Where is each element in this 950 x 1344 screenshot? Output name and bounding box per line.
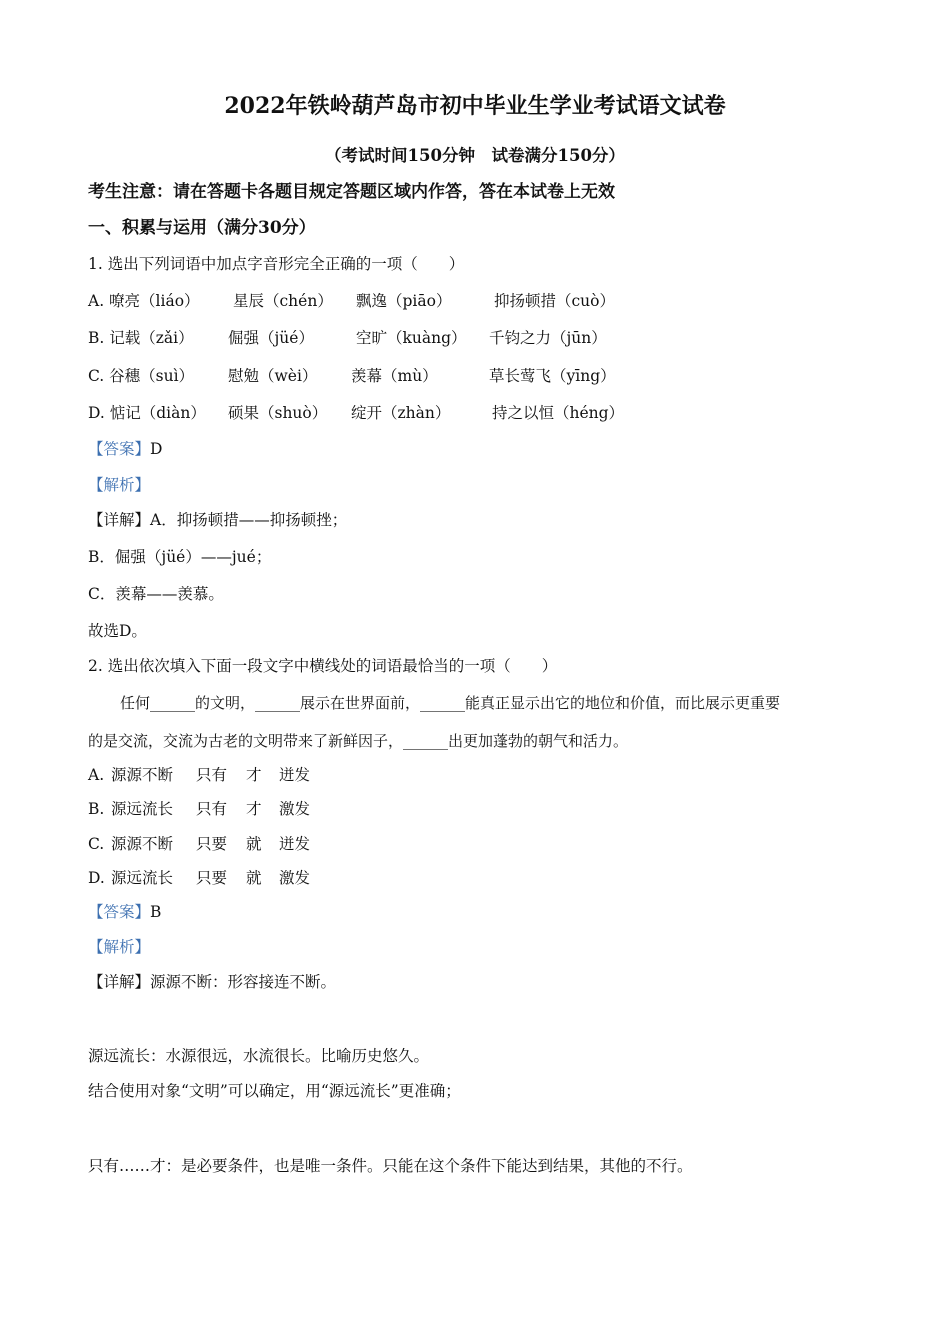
option-cell: 飘逸（piāo） bbox=[356, 292, 452, 310]
option-word: 源远流长 bbox=[111, 869, 174, 887]
option-cell: B. 记载（zǎi） bbox=[88, 329, 194, 347]
q2-detail-line: 结合使用对象“文明”可以确定，用“源远流长”更准确； bbox=[88, 1082, 461, 1100]
page-title: 2022年铁岭葫芦岛市初中毕业生学业考试语文试卷 bbox=[224, 93, 726, 119]
detail-tag: 【详解】 bbox=[88, 973, 151, 991]
q2-detail bbox=[88, 972, 336, 992]
q1-detail bbox=[88, 510, 347, 530]
q1-answer bbox=[88, 439, 162, 459]
notice: 考生注意：请在答题卡各题目规定答题区域内作答，答在本试卷上无效 bbox=[88, 182, 615, 202]
q2-answer bbox=[88, 902, 161, 922]
option-word: 只要 bbox=[196, 835, 228, 853]
exam-info: （考试时间150分钟 试卷满分150分） bbox=[325, 146, 625, 165]
option-word: 激发 bbox=[279, 800, 311, 818]
detail-text: 源源不断：形容接连不断。 bbox=[150, 973, 337, 991]
option-cell: 绽开（zhàn） bbox=[351, 404, 451, 422]
option-word: 迸发 bbox=[279, 766, 311, 784]
option-cell: 慰勉（wèi） bbox=[228, 367, 318, 385]
option-word: 迸发 bbox=[279, 835, 311, 853]
option-cell: 草长莺飞（yīng） bbox=[489, 367, 616, 385]
option-word: 源源不断 bbox=[111, 766, 174, 784]
q1-conclusion: 故选D。 bbox=[88, 622, 147, 640]
option-word: 才 bbox=[246, 766, 262, 784]
option-word: 只要 bbox=[196, 869, 228, 887]
option-word: 源源不断 bbox=[111, 835, 174, 853]
option-cell: D. 惦记（diàn） bbox=[88, 404, 206, 422]
option-cell: C. 谷穗（suì） bbox=[88, 367, 195, 385]
option-cell: 抑扬顿措（cuò） bbox=[494, 292, 615, 310]
option-cell: 羡幕（mù） bbox=[351, 367, 438, 385]
option-letter: D. bbox=[88, 869, 105, 887]
option-word: 只有 bbox=[196, 800, 228, 818]
option-word: 激发 bbox=[279, 869, 311, 887]
option-word: 源远流长 bbox=[111, 800, 174, 818]
option-cell: 空旷（kuàng） bbox=[356, 329, 467, 347]
answer-tag: 【答案】 bbox=[88, 440, 151, 458]
option-cell: A. 嘹亮（liáo） bbox=[88, 292, 200, 310]
q1-detail-line: C．羡幕——羡慕。 bbox=[88, 585, 224, 603]
option-word: 才 bbox=[246, 800, 262, 818]
option-word: 就 bbox=[246, 835, 262, 853]
option-word: 就 bbox=[246, 869, 262, 887]
question-2-stem: 2. 选出依次填入下面一段文字中横线处的词语最恰当的一项（ ） bbox=[88, 657, 558, 675]
option-cell: 持之以恒（héng） bbox=[492, 404, 625, 422]
question-1-stem: 1. 选出下列词语中加点字音形完全正确的一项（ ） bbox=[88, 255, 465, 273]
q1-analysis-tag: 【解析】 bbox=[88, 476, 151, 494]
q2-detail-line: 只有……才：是必要条件，也是唯一条件。只能在这个条件下能达到结果，其他的不行。 bbox=[88, 1157, 693, 1175]
answer-value: D bbox=[150, 440, 163, 458]
option-cell: 硕果（shuò） bbox=[228, 404, 328, 422]
option-letter: B. bbox=[88, 800, 105, 818]
answer-value: B bbox=[150, 903, 162, 921]
q2-detail-line: 源远流长：水源很远，水流很长。比喻历史悠久。 bbox=[88, 1047, 430, 1065]
answer-tag: 【答案】 bbox=[88, 903, 151, 921]
option-letter: A. bbox=[88, 766, 105, 784]
option-cell: 倔强（jüé） bbox=[228, 329, 314, 347]
section-heading: 一、积累与运用（满分30分） bbox=[88, 218, 316, 238]
detail-text: A．抑扬顿措——抑扬顿挫； bbox=[150, 511, 348, 529]
option-letter: C. bbox=[88, 835, 105, 853]
detail-tag: 【详解】 bbox=[88, 511, 151, 529]
option-cell: 千钧之力（jūn） bbox=[489, 329, 607, 347]
q1-detail-line: B．倔强（jüé）——jué； bbox=[88, 548, 272, 566]
option-cell: 星辰（chén） bbox=[233, 292, 333, 310]
option-word: 只有 bbox=[196, 766, 228, 784]
q2-passage-line-1: 任何______的文明，______展示在世界面前，______能真正显示出它的地位和价值，而比展示更重要 bbox=[120, 694, 781, 712]
q2-analysis-tag: 【解析】 bbox=[88, 938, 151, 956]
q2-passage-line-2: 的是交流，交流为古老的文明带来了新鲜因子，______出更加蓬勃的朝气和活力。 bbox=[88, 732, 629, 750]
